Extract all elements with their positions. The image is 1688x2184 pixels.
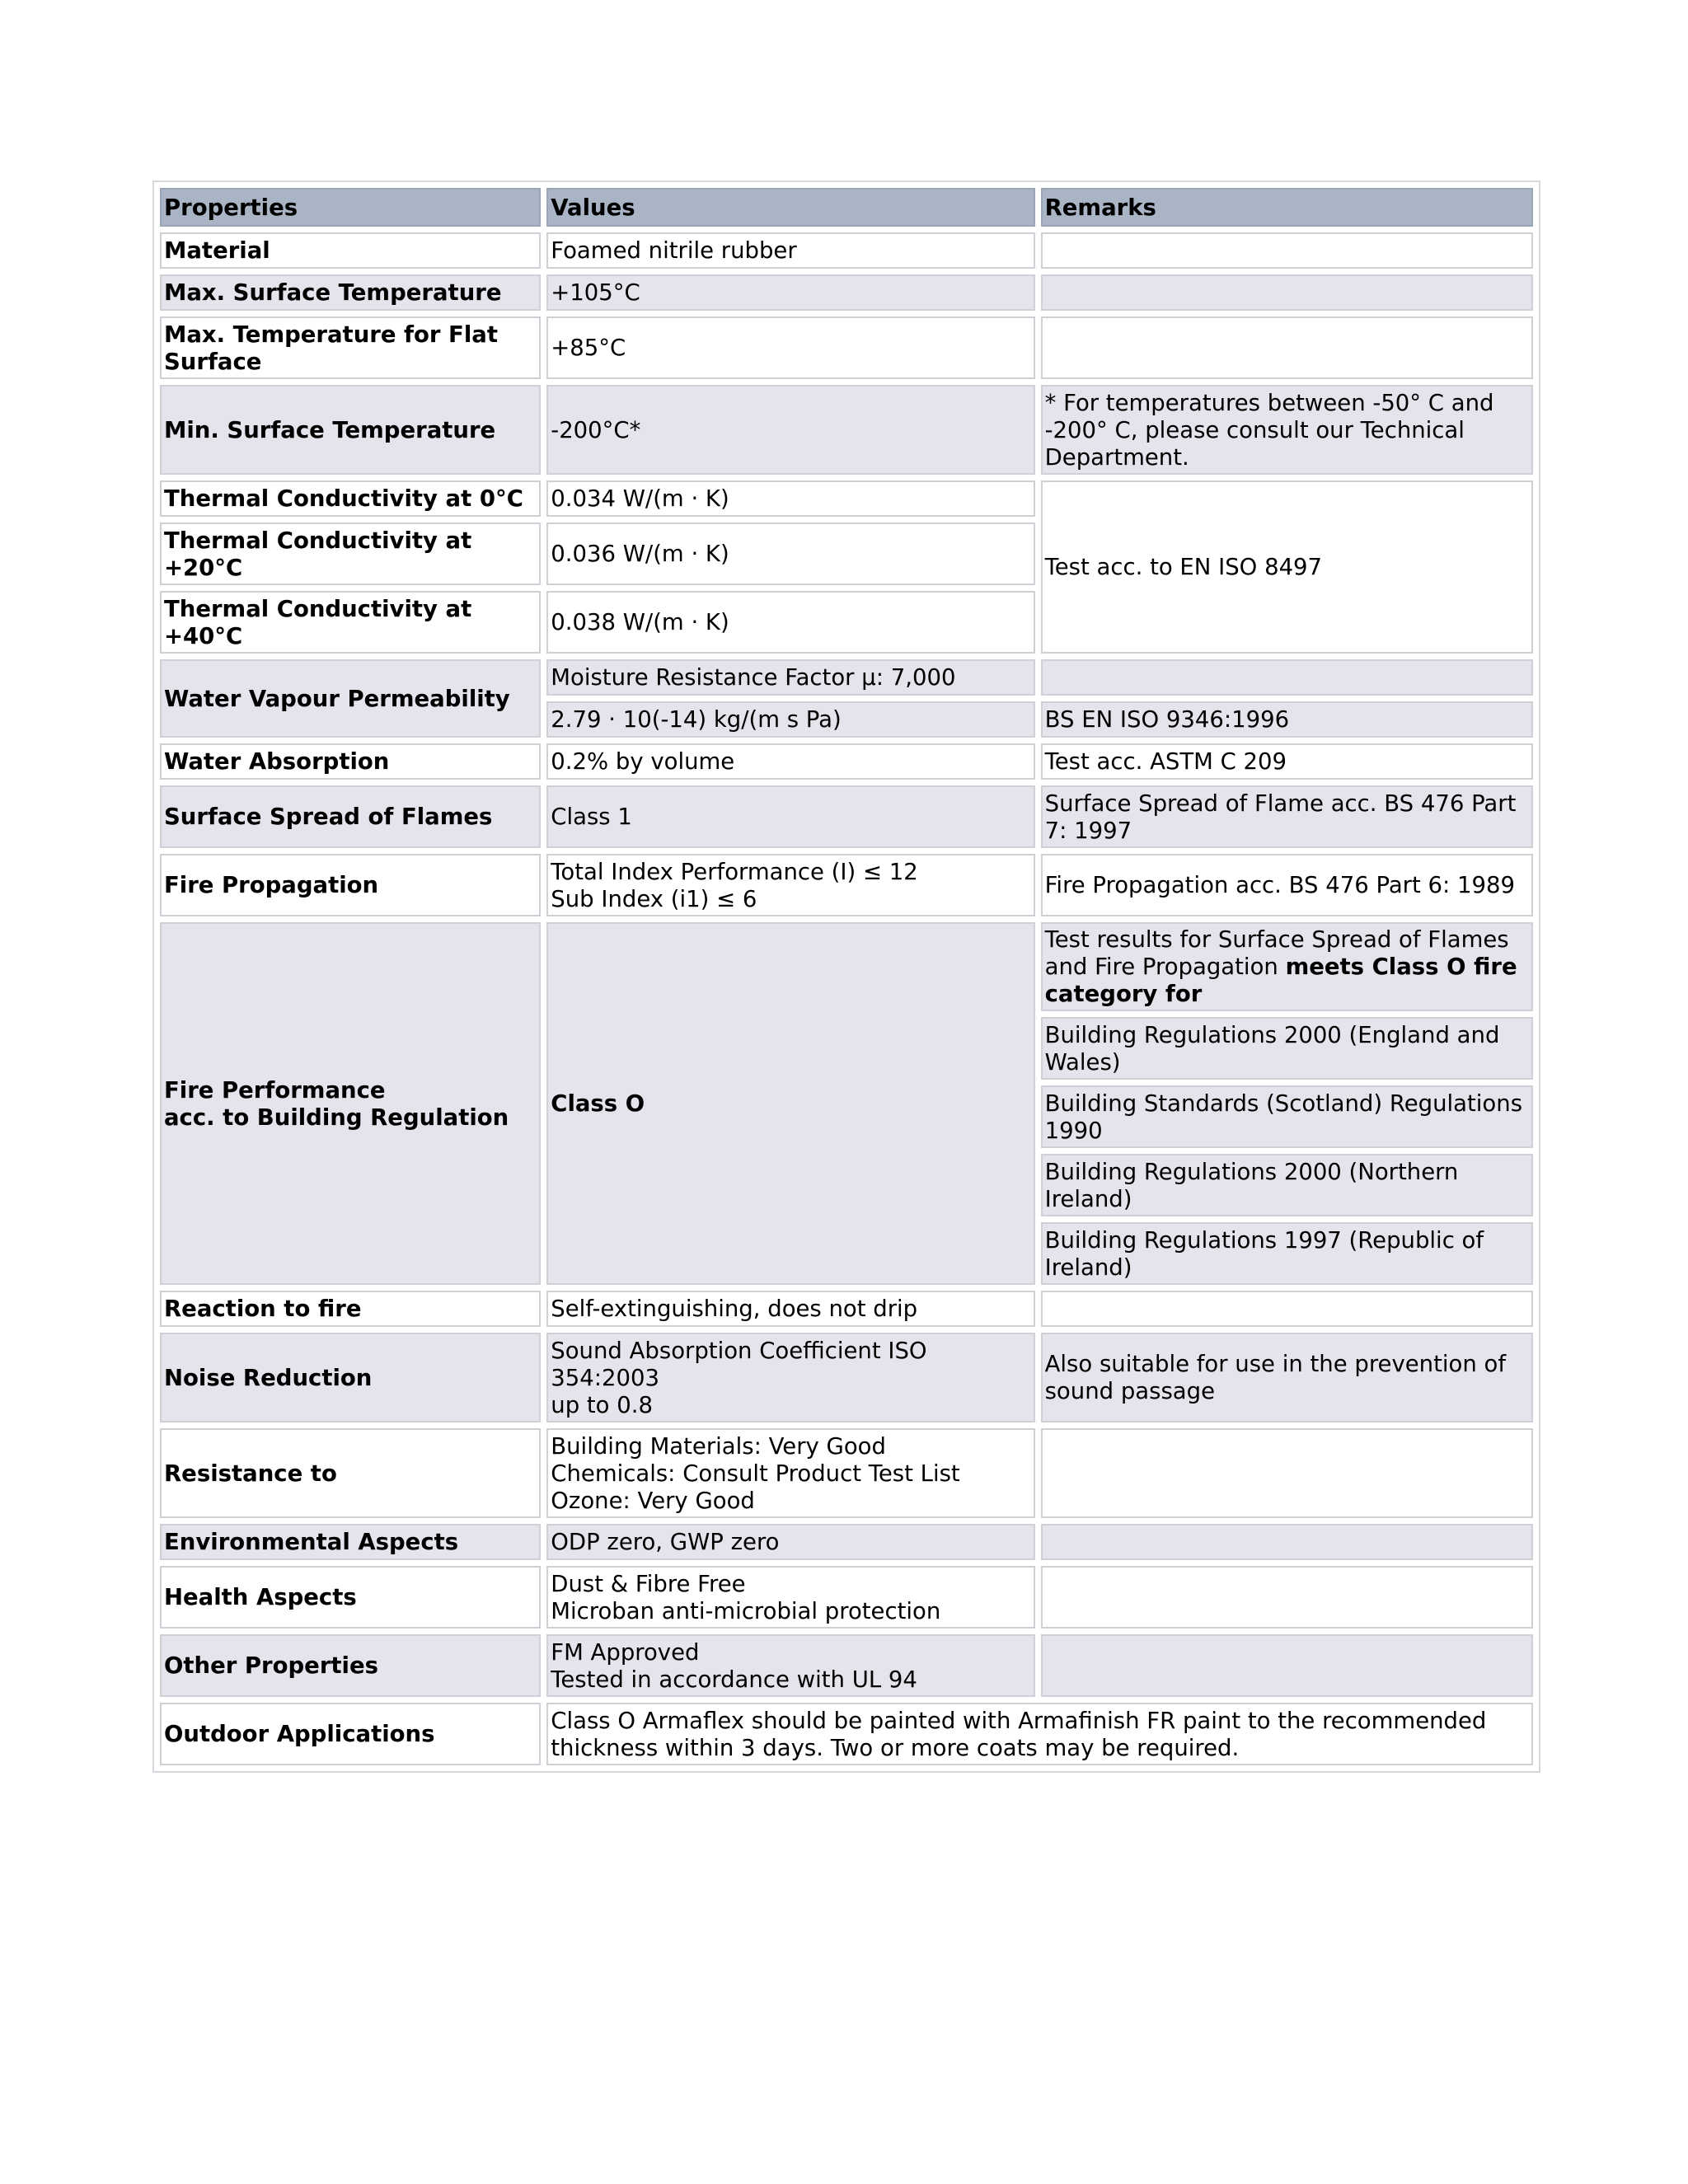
property-remark xyxy=(1041,1291,1533,1327)
property-remark xyxy=(1041,274,1533,311)
table-row xyxy=(160,1566,1533,1629)
property-remark: Building Standards (Scotland) Regulations 1990 xyxy=(1041,1085,1533,1148)
property-value: Class O xyxy=(546,922,1034,1285)
property-remark: Fire Propagation acc. BS 476 Part 6: 1989 xyxy=(1041,854,1533,916)
property-remark: BS EN ISO 9346:1996 xyxy=(1041,701,1533,738)
property-value: Class 1 xyxy=(546,785,1034,848)
table-row xyxy=(160,659,1533,696)
property-remark: Also suitable for use in the prevention of sound passage xyxy=(1041,1333,1533,1422)
property-name: Max. Surface Temperature xyxy=(160,274,541,311)
header-remarks: Remarks xyxy=(1041,188,1533,227)
property-name: Max. Temperature for Flat Surface xyxy=(160,316,541,379)
value-line: Ozone: Very Good xyxy=(551,1487,755,1514)
property-value xyxy=(546,1333,1034,1422)
property-remark: Test acc. ASTM C 209 xyxy=(1041,743,1533,780)
property-value xyxy=(546,1566,1034,1629)
property-value: 0.036 W/(m · K) xyxy=(546,523,1034,585)
property-name-line: Fire Performance xyxy=(164,1076,386,1104)
value-line: Chemicals: Consult Product Test List xyxy=(551,1460,960,1487)
table-row xyxy=(160,785,1533,848)
value-line: FM Approved xyxy=(551,1638,700,1666)
property-value: Self-extinguishing, does not drip xyxy=(546,1291,1034,1327)
property-name xyxy=(160,922,541,1285)
table-row xyxy=(160,1524,1533,1560)
property-remark xyxy=(1041,316,1533,379)
property-remark xyxy=(1041,1634,1533,1697)
property-value: 0.038 W/(m · K) xyxy=(546,591,1034,654)
property-name: Health Aspects xyxy=(160,1566,541,1629)
property-name: Environmental Aspects xyxy=(160,1524,541,1560)
property-name: Thermal Conductivity at 0°C xyxy=(160,480,541,517)
property-value: 0.2% by volume xyxy=(546,743,1034,780)
property-remark: Building Regulations 2000 (Northern Ireland) xyxy=(1041,1154,1533,1216)
property-remark: Building Regulations 2000 (England and Wales) xyxy=(1041,1017,1533,1080)
property-value: ODP zero, GWP zero xyxy=(546,1524,1034,1560)
properties-table xyxy=(152,180,1540,1773)
property-name-line: acc. to Building Regulation xyxy=(164,1104,509,1131)
value-line: Microban anti-microbial protection xyxy=(551,1597,941,1624)
table-row xyxy=(160,854,1533,916)
property-remark xyxy=(1041,1566,1533,1629)
properties-sheet xyxy=(152,180,1540,1777)
property-value xyxy=(546,1428,1034,1518)
property-value: +85°C xyxy=(546,316,1034,379)
value-line: Tested in accordance with UL 94 xyxy=(551,1666,917,1693)
property-name: Other Properties xyxy=(160,1634,541,1697)
value-line: Total Index Performance (I) ≤ 12 xyxy=(551,858,918,885)
value-line: Dust & Fibre Free xyxy=(551,1570,746,1597)
property-name: Thermal Conductivity at +20°C xyxy=(160,523,541,585)
value-line: Sub Index (i1) ≤ 6 xyxy=(551,885,757,912)
property-name: Water Vapour Permeability xyxy=(160,659,541,738)
property-name: Water Absorption xyxy=(160,743,541,780)
table-row xyxy=(160,743,1533,780)
property-value: Class O Armaflex should be painted with Armafinish FR paint to the recommended thickness within 3 days. Two or more coats may be required. xyxy=(546,1703,1533,1765)
property-value xyxy=(546,854,1034,916)
table-row xyxy=(160,1634,1533,1697)
property-name: Surface Spread of Flames xyxy=(160,785,541,848)
property-name: Reaction to fire xyxy=(160,1291,541,1327)
property-name: Fire Propagation xyxy=(160,854,541,916)
table-header-row xyxy=(160,188,1533,227)
property-name: Outdoor Applications xyxy=(160,1703,541,1765)
table-row xyxy=(160,316,1533,379)
property-name: Noise Reduction xyxy=(160,1333,541,1422)
value-line: up to 0.8 xyxy=(551,1391,653,1418)
value-line: Sound Absorption Coefficient ISO 354:2003 xyxy=(551,1337,927,1391)
property-remark xyxy=(1041,922,1533,1011)
table-row xyxy=(160,1428,1533,1518)
property-remark xyxy=(1041,659,1533,696)
table-row xyxy=(160,1333,1533,1422)
property-remark: Surface Spread of Flame acc. BS 476 Part 7: 1997 xyxy=(1041,785,1533,848)
property-value: -200°C* xyxy=(546,385,1034,475)
remark-bold: meets Class O fire category for xyxy=(1044,954,1517,1007)
property-value: Foamed nitrile rubber xyxy=(546,232,1034,269)
property-name: Material xyxy=(160,232,541,269)
header-properties: Properties xyxy=(160,188,541,227)
property-remark xyxy=(1041,1428,1533,1518)
property-value: Moisture Resistance Factor μ: 7,000 xyxy=(546,659,1034,696)
table-row xyxy=(160,385,1533,475)
property-remark: * For temperatures between -50° C and -200° C, please consult our Technical Department. xyxy=(1041,385,1533,475)
property-remark: Building Regulations 1997 (Republic of Ireland) xyxy=(1041,1222,1533,1285)
property-name: Min. Surface Temperature xyxy=(160,385,541,475)
table-row xyxy=(160,1291,1533,1327)
property-value xyxy=(546,1634,1034,1697)
property-value: 0.034 W/(m · K) xyxy=(546,480,1034,517)
table-row xyxy=(160,274,1533,311)
table-row xyxy=(160,232,1533,269)
property-remark xyxy=(1041,1524,1533,1560)
thermal-conductivity-remark: Test acc. to EN ISO 8497 xyxy=(1041,480,1533,654)
remark-plain: Test results for Surface Spread of Flames and Fire Propagation xyxy=(1044,926,1509,980)
table-row xyxy=(160,922,1533,1011)
property-remark xyxy=(1041,232,1533,269)
property-name: Thermal Conductivity at +40°C xyxy=(160,591,541,654)
table-row xyxy=(160,1703,1533,1765)
header-values: Values xyxy=(546,188,1034,227)
value-line: Building Materials: Very Good xyxy=(551,1432,886,1460)
table-row xyxy=(160,480,1533,517)
property-value: +105°C xyxy=(546,274,1034,311)
property-name: Resistance to xyxy=(160,1428,541,1518)
property-value: 2.79 · 10(-14) kg/(m s Pa) xyxy=(546,701,1034,738)
